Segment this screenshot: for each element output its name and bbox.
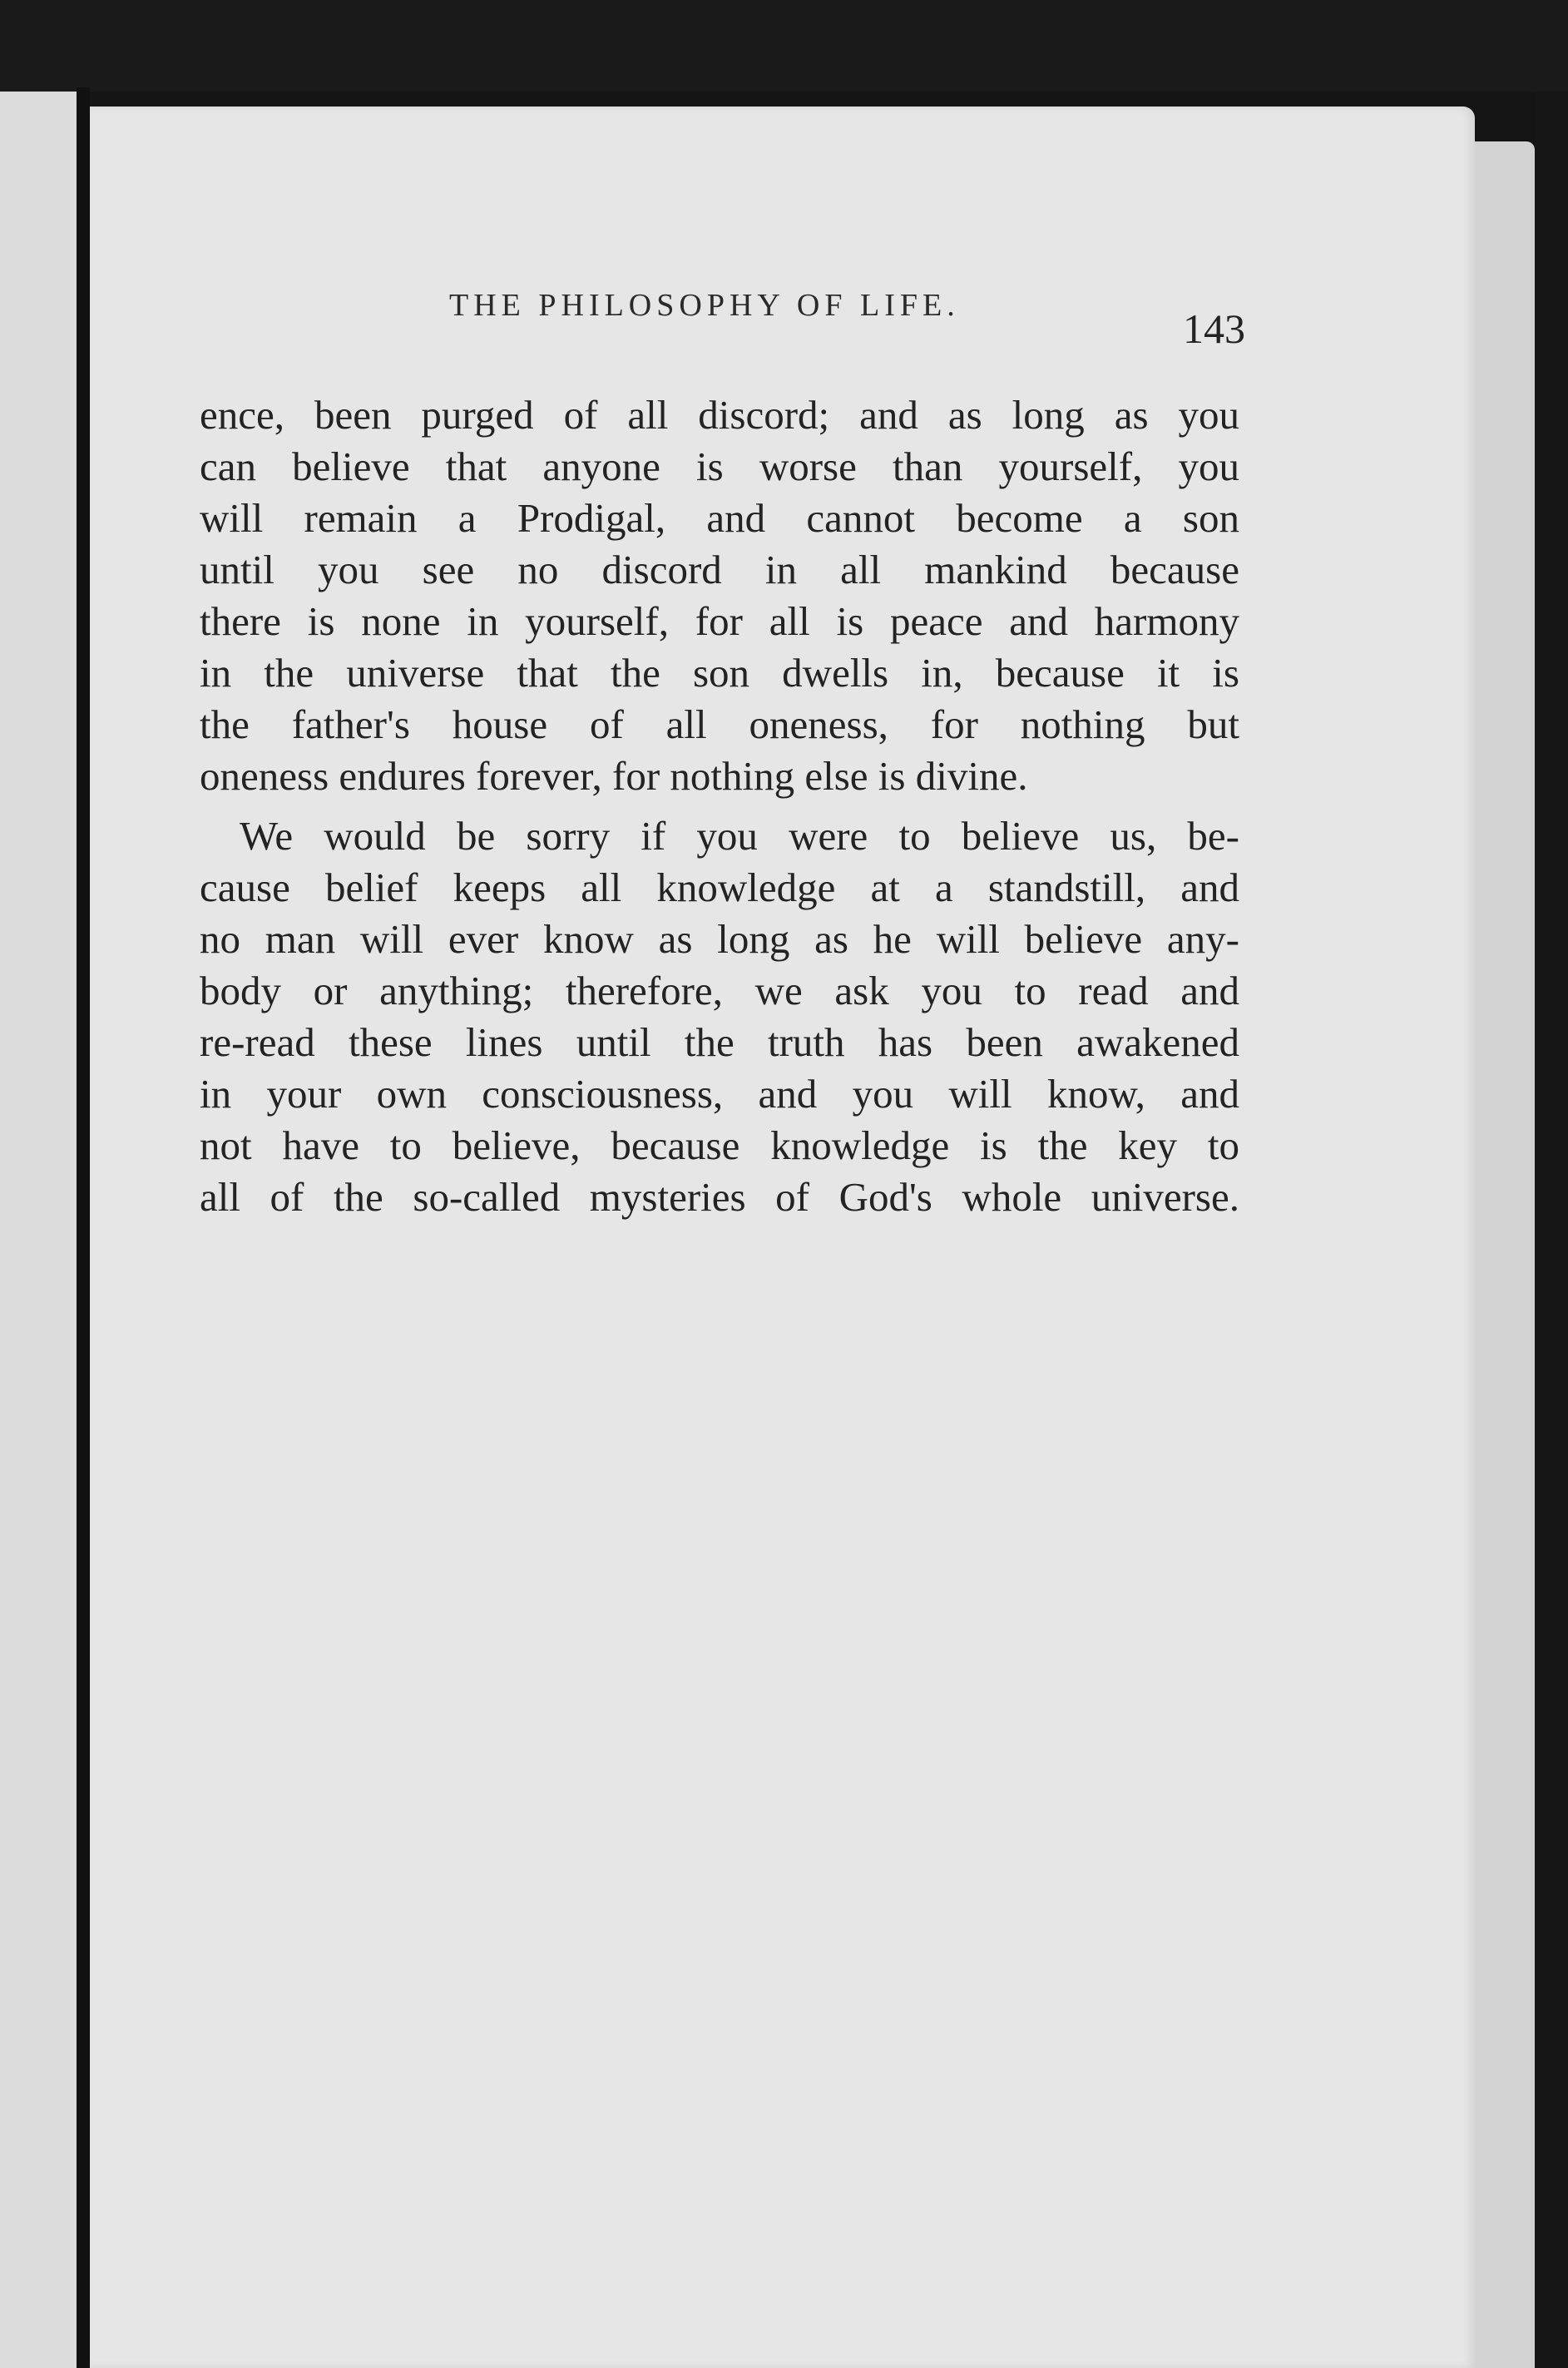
text-line: there is none in yourself, for all is peace and harmony (200, 598, 1239, 644)
paragraph (200, 389, 1239, 802)
text-line: can believe that anyone is worse than yourself, you (200, 443, 1239, 489)
text-line: re-read these lines until the truth has been awakened (200, 1019, 1239, 1065)
text-line: We would be sorry if you were to believe us, be- (240, 813, 1239, 859)
text-line: not have to believe, because knowledge is the key to (200, 1122, 1239, 1168)
text-line: in the universe that the son dwells in, because it is (200, 650, 1239, 696)
scan-background-right (1535, 92, 1568, 2368)
back-page-edge (1468, 141, 1535, 2368)
page-number: 143 (1183, 305, 1245, 352)
left-page-edge (0, 92, 77, 2368)
body-text (200, 389, 1239, 1223)
text-line: no man will ever know as long as he will believe any- (200, 916, 1239, 962)
text-line: in your own consciousness, and you will know, and (200, 1071, 1239, 1117)
text-line: body or anything; therefore, we ask you to read and (200, 968, 1239, 1013)
text-line: until you see no discord in all mankind because (200, 547, 1239, 592)
text-line: will remain a Prodigal, and cannot become a son (200, 495, 1239, 541)
text-line: all of the so-called mysteries of God's whole universe. (200, 1174, 1239, 1220)
running-head: THE PHILOSOPHY OF LIFE. (449, 288, 960, 323)
text-line: ence, been purged of all discord; and as long as you (200, 392, 1239, 438)
paragraph (200, 810, 1239, 1223)
scan-background-top (0, 0, 1568, 92)
text-line: oneness endures forever, for nothing else is divine. (200, 753, 1028, 799)
text-line: the father's house of all oneness, for nothing but (200, 701, 1239, 747)
paragraph-gap (200, 802, 1239, 810)
book-gutter (77, 87, 90, 2368)
text-line: cause belief keeps all knowledge at a standstill, and (200, 864, 1239, 910)
